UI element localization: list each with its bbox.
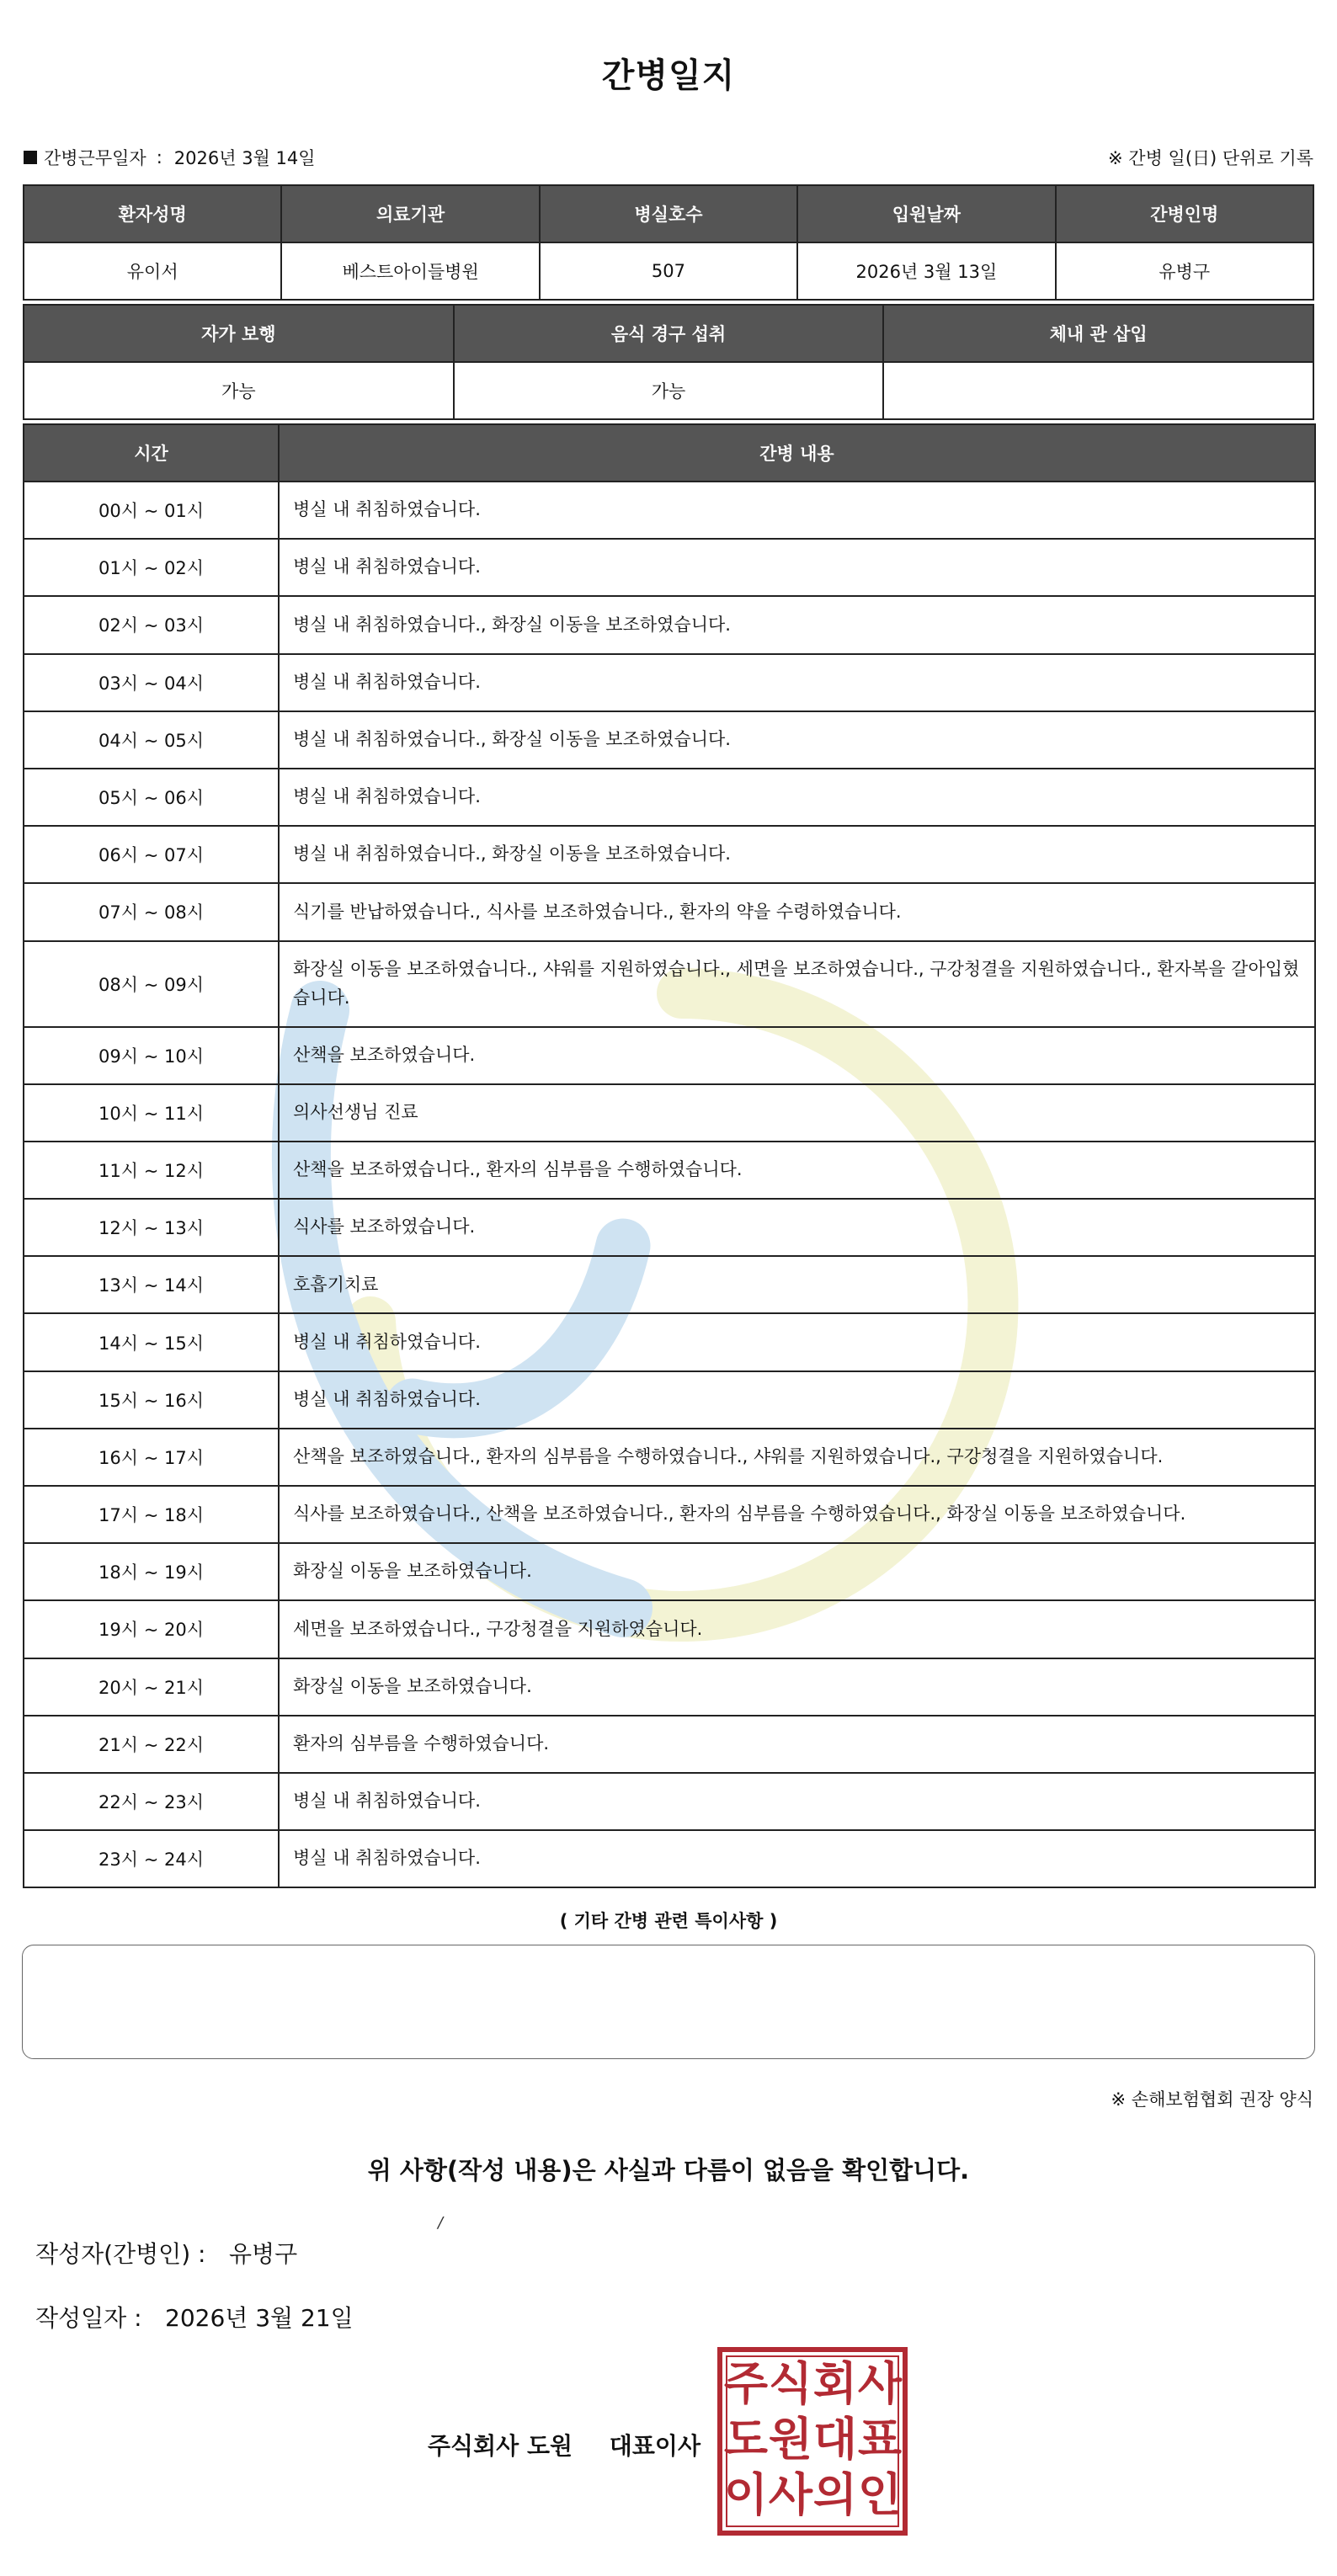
care-log-row (24, 596, 1315, 653)
care-log-row (24, 1027, 1315, 1084)
seal-character: 식 (768, 2357, 813, 2410)
seal-character: 회 (812, 2357, 858, 2410)
company-name: 주식회사 도원 (428, 2432, 573, 2460)
special-notes-title: ( 기타 간병 관련 특이사항 ) (559, 1911, 778, 1931)
header-caregiver-name: 간병인명 (1056, 185, 1313, 242)
special-notes-box (22, 1945, 1315, 2059)
care-log-row (24, 1142, 1315, 1199)
care-log-content: 병실 내 취침하였습니다. (279, 654, 1315, 711)
care-log-row (24, 1429, 1315, 1486)
care-log-time: 20시 ~ 21시 (24, 1658, 279, 1716)
care-log-row (24, 941, 1315, 1027)
care-log-content: 병실 내 취침하였습니다., 화장실 이동을 보조하였습니다. (279, 596, 1315, 653)
seal-character: 이 (723, 2468, 769, 2521)
care-log-content: 병실 내 취침하였습니다. (279, 1371, 1315, 1429)
care-log-time: 09시 ~ 10시 (24, 1027, 279, 1084)
header-time: 시간 (24, 424, 279, 482)
care-log-row (24, 883, 1315, 940)
patient-status-table (23, 304, 1314, 420)
care-log-content: 식기를 반납하였습니다., 식사를 보조하였습니다., 환자의 약을 수령하였습니다. (279, 883, 1315, 940)
care-log-row (24, 769, 1315, 826)
seal-character: 도 (723, 2413, 769, 2466)
care-log-row (24, 711, 1315, 769)
room-number: 507 (540, 242, 797, 300)
care-log-time: 13시 ~ 14시 (24, 1256, 279, 1313)
patient-info-header-row (24, 185, 1313, 242)
work-date-label: 간병근무일자 (44, 148, 146, 168)
patient-status-header-row (24, 305, 1313, 362)
company-rep-title: 대표이사 (609, 2432, 700, 2460)
seal-character: 원 (768, 2413, 813, 2466)
header-oral-intake: 음식 경구 섭취 (454, 305, 884, 362)
company-seal-stamp (717, 2347, 908, 2536)
care-log-time: 15시 ~ 16시 (24, 1371, 279, 1429)
seal-glyphs (724, 2357, 903, 2521)
care-log-content: 세면을 보조하였습니다., 구강청결을 지원하였습니다. (279, 1600, 1315, 1658)
care-log-time: 19시 ~ 20시 (24, 1600, 279, 1658)
care-log-row (24, 1830, 1315, 1887)
header-care-content: 간병 내용 (279, 424, 1315, 482)
care-log-time: 23시 ~ 24시 (24, 1830, 279, 1887)
care-log-time: 12시 ~ 13시 (24, 1199, 279, 1256)
care-log-content: 화장실 이동을 보조하였습니다., 샤워를 지원하였습니다., 세면을 보조하였습니다., 구강청결을 지원하였습니다., 환자복을 갈아입혔습니다. (279, 941, 1315, 1027)
care-log-row (24, 482, 1315, 539)
patient-info-table (23, 184, 1314, 301)
care-log-content: 환자의 심부름을 수행하였습니다. (279, 1716, 1315, 1773)
care-log-time: 06시 ~ 07시 (24, 826, 279, 883)
caregiver-name: 유병구 (1056, 242, 1313, 300)
care-log-time: 04시 ~ 05시 (24, 711, 279, 769)
care-log-content: 병실 내 취침하였습니다. (279, 539, 1315, 596)
care-log-row (24, 654, 1315, 711)
care-log-time: 22시 ~ 23시 (24, 1773, 279, 1830)
header-self-walking: 자가 보행 (24, 305, 454, 362)
care-log-time: 17시 ~ 18시 (24, 1486, 279, 1543)
care-log-table (23, 423, 1316, 1888)
patient-status-value-row (24, 362, 1313, 419)
care-log-row (24, 1658, 1315, 1716)
header-hospital: 의료기관 (281, 185, 539, 242)
record-note: ※ 간병 일(日) 단위로 기록 (1108, 148, 1313, 168)
care-log-time: 18시 ~ 19시 (24, 1543, 279, 1600)
seal-character: 사 (857, 2357, 903, 2410)
care-log-content: 산책을 보조하였습니다., 환자의 심부름을 수행하였습니다., 샤워를 지원하였습니다., 구강청결을 지원하였습니다. (279, 1429, 1315, 1486)
written-date-value: 2026년 3월 21일 (165, 2304, 354, 2332)
care-log-row (24, 1543, 1315, 1600)
care-log-content: 병실 내 취침하였습니다. (279, 1830, 1315, 1887)
admission-date: 2026년 3월 13일 (797, 242, 1055, 300)
writer-label: 작성자(간병인) : (35, 2240, 206, 2268)
care-log-content: 호흡기치료 (279, 1256, 1315, 1313)
patient-name: 유이서 (24, 242, 281, 300)
writer-name: 유병구 (229, 2240, 298, 2268)
care-log-content: 병실 내 취침하였습니다. (279, 482, 1315, 539)
hospital-name: 베스트아이들병원 (281, 242, 539, 300)
care-log-row (24, 1773, 1315, 1830)
seal-character: 주 (723, 2357, 769, 2410)
care-log-content: 병실 내 취침하였습니다., 화장실 이동을 보조하였습니다. (279, 711, 1315, 769)
seal-character: 인 (857, 2468, 903, 2521)
care-log-content: 병실 내 취침하였습니다. (279, 1773, 1315, 1830)
care-log-row (24, 1199, 1315, 1256)
written-date-row (35, 2300, 354, 2334)
care-log-time: 02시 ~ 03시 (24, 596, 279, 653)
work-date-separator: : (156, 147, 162, 168)
seal-character: 표 (857, 2413, 903, 2466)
header-tube-insertion: 체내 관 삽입 (883, 305, 1313, 362)
work-date (24, 145, 316, 170)
care-log-time: 16시 ~ 17시 (24, 1429, 279, 1486)
header-patient-name: 환자성명 (24, 185, 281, 242)
care-log-time: 00시 ~ 01시 (24, 482, 279, 539)
header-admission-date: 입원날짜 (797, 185, 1055, 242)
written-date-label: 작성일자 : (35, 2304, 142, 2332)
signature-mark: / (438, 2214, 444, 2232)
care-log-content: 식사를 보조하였습니다., 산책을 보조하였습니다., 환자의 심부름을 수행하였습니다., 화장실 이동을 보조하였습니다. (279, 1486, 1315, 1543)
seal-character: 대 (812, 2413, 858, 2466)
seal-character: 사 (768, 2468, 813, 2521)
care-log-time: 03시 ~ 04시 (24, 654, 279, 711)
tube-insertion-value (883, 362, 1313, 419)
care-log-content: 화장실 이동을 보조하였습니다. (279, 1543, 1315, 1600)
confirmation-statement: 위 사항(작성 내용)은 사실과 다름이 없음을 확인합니다. (367, 2156, 970, 2185)
care-log-time: 11시 ~ 12시 (24, 1142, 279, 1199)
care-log-row (24, 539, 1315, 596)
company-signature (428, 2428, 700, 2462)
care-log-row (24, 1313, 1315, 1370)
care-log-row (24, 1256, 1315, 1313)
care-log-row (24, 1716, 1315, 1773)
care-log-time: 01시 ~ 02시 (24, 539, 279, 596)
header-room-number: 병실호수 (540, 185, 797, 242)
care-log-content: 식사를 보조하였습니다. (279, 1199, 1315, 1256)
care-log-row (24, 1600, 1315, 1658)
work-date-value: 2026년 3월 14일 (173, 148, 316, 168)
care-log-content: 의사선생님 진료 (279, 1084, 1315, 1142)
care-log-content: 화장실 이동을 보조하였습니다. (279, 1658, 1315, 1716)
care-log-content: 병실 내 취침하였습니다., 화장실 이동을 보조하였습니다. (279, 826, 1315, 883)
writer-row (35, 2236, 297, 2270)
care-log-time: 10시 ~ 11시 (24, 1084, 279, 1142)
page-title: 간병일지 (601, 56, 736, 95)
care-log-time: 08시 ~ 09시 (24, 941, 279, 1027)
self-walking-value: 가능 (24, 362, 454, 419)
care-log-time: 21시 ~ 22시 (24, 1716, 279, 1773)
care-log-row (24, 1371, 1315, 1429)
care-log-row (24, 1084, 1315, 1142)
care-log-content: 산책을 보조하였습니다. (279, 1027, 1315, 1084)
care-log-time: 05시 ~ 06시 (24, 769, 279, 826)
care-log-header-row (24, 424, 1315, 482)
care-log-content: 병실 내 취침하였습니다. (279, 1313, 1315, 1370)
seal-character: 의 (812, 2468, 858, 2521)
care-log-content: 병실 내 취침하였습니다. (279, 769, 1315, 826)
patient-info-value-row (24, 242, 1313, 300)
care-log-time: 14시 ~ 15시 (24, 1313, 279, 1370)
care-log-content: 산책을 보조하였습니다., 환자의 심부름을 수행하였습니다. (279, 1142, 1315, 1199)
recommendation-note: ※ 손해보험협회 권장 양식 (1111, 2089, 1313, 2110)
care-log-row (24, 1486, 1315, 1543)
oral-intake-value: 가능 (454, 362, 884, 419)
square-bullet-icon (24, 151, 37, 164)
care-log-row (24, 826, 1315, 883)
care-log-time: 07시 ~ 08시 (24, 883, 279, 940)
